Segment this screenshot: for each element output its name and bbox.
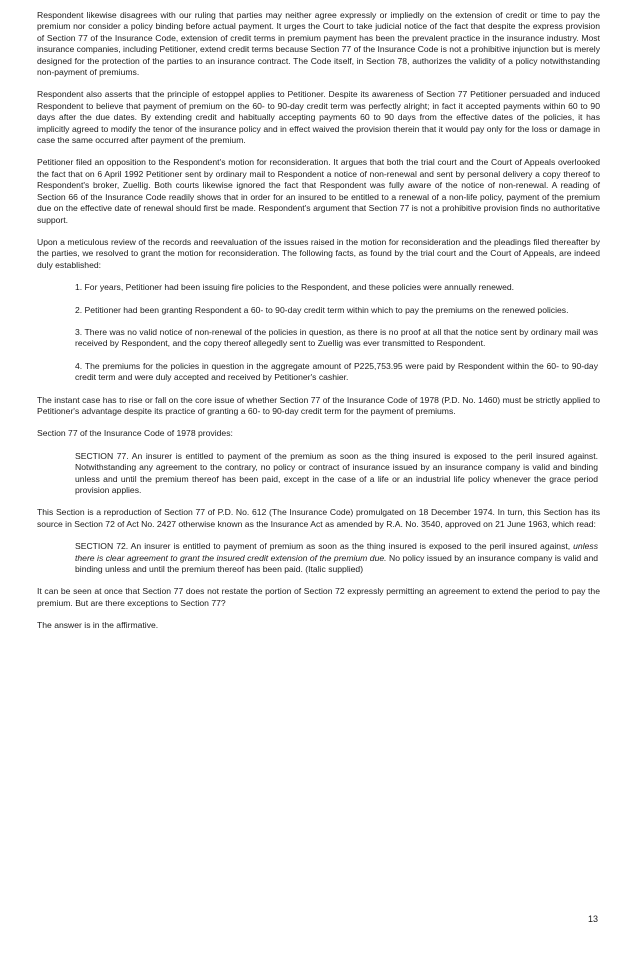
page-number: 13 bbox=[587, 914, 598, 924]
fact-item-3: 3. There was no valid notice of non-renewal of the policies in question, as there is no proof at all that the notice sent by ordinary mail was received by Respondent, and the copy thereof allegedly sent to Zuellig was ever transmitted to Respondent. bbox=[75, 326, 598, 349]
quote-section-77: SECTION 77. An insurer is entitled to payment of the premium as soon as the thing insured is exposed to the peril insured against. Notwithstanding any agreement to the contrary, no policy or contract of insurance issued by an insurance company is valid and binding unless and until the premium thereof has been paid, except in the case of a life or an industrial life policy whenever the grace period provision applies. bbox=[75, 450, 598, 495]
paragraph-section77-intro: Section 77 of the Insurance Code of 1978 provides: bbox=[37, 428, 233, 439]
paragraph-seen-at-once: It can be seen at once that Section 77 does not restate the portion of Section 72 expressly permitting an agreement to extend the period to pay the premium. But are there exceptions to Section 77? bbox=[37, 586, 600, 608]
quote-section-72-before: SECTION 72. An insurer is entitled to payment of premium as soon as the thing insured is exposed to the peril insured against, bbox=[75, 541, 574, 552]
paragraph-respondent-disagrees: Respondent likewise disagrees with our ruling that parties may neither agree expressly or impliedly on the extension of credit or time to pay the premium nor consider a policy binding before actual payment. It urges the Court to take judicial notice of the fact that despite the express provision of Section 77 of the Insurance Code, extension of credit terms in premium payment has been the prevalent practice in the insurance industry. Most insurance companies, including Petitioner, extend credit terms because Section 77 of the Insurance Code is not a prohibitive injunction but is merely designed for the protection of the parties to an insurance contract. The Code itself, in Section 78, authorizes the validity of a policy notwithstanding non-payment of premiums. bbox=[37, 10, 600, 78]
paragraph-instant-case: The instant case has to rise or fall on the core issue of whether Section 77 of the Insurance Code of 1978 (P.D. No. 1460) must be strictly applied to Petitioner's advantage despite its practice of granting a 60- to 90-day credit term for the payment of premiums. bbox=[37, 394, 600, 416]
quote-section-72 bbox=[75, 541, 598, 575]
fact-item-4: 4. The premiums for the policies in question in the aggregate amount of P225,753.95 were paid by Respondent within the 60- to 90-day credit term and were duly accepted and received by Petitioner's cashier. bbox=[75, 360, 598, 383]
document-page bbox=[37, 10, 600, 643]
quote-section-72-after: No policy issued by an insurance company is valid and binding unless and until the premium thereof has been paid. (Italic supplied) bbox=[75, 552, 599, 575]
paragraph-meticulous-review: Upon a meticulous review of the records and reevaluation of the issues raised in the motion for reconsideration and the pleadings filed thereafter by the parties, we resolved to grant the motion for reconsideration. The following facts, as found by the trial court and the Court of Appeals, are indeed duly established: bbox=[37, 236, 600, 270]
quote-section-72-italic: unless there is clear agreement to grant the insured credit extension of the premium due. bbox=[75, 541, 598, 563]
paragraph-petitioner-opposition: Petitioner filed an opposition to the Respondent's motion for reconsideration. It argues that both the trial court and the Court of Appeals overlooked the fact that on 6 April 1992 Petitioner sent by ordinary mail to Respondent a notice of non-renewal and sent by personal delivery a copy thereof to Respondent's broker, Zuellig. Both courts likewise ignored the fact that Respondent was fully aware of the notice of non-renewal. A reading of Section 66 of the Insurance Code readily shows that in order for an insured to be entitled to a renewal of a non-life policy, payment of the premium due on the effective date of renewal should first be made. Respondent's argument that Section 77 is not a prohibitive provision finds no authoritative support. bbox=[37, 157, 600, 225]
paragraph-reproduction: This Section is a reproduction of Section 77 of P.D. No. 612 (The Insurance Code) promulgated on 18 December 1974. In turn, this Section has its source in Section 72 of Act No. 2427 otherwise known as the Insurance Act as amended by R.A. No. 3540, approved on 21 June 1963, which read: bbox=[37, 507, 600, 529]
paragraph-estoppel: Respondent also asserts that the principle of estoppel applies to Petitioner. Despite its awareness of Section 77 Petitioner persuaded and induced Respondent to believe that payment of premium on the 60- to 90-day credit term was perfectly alright; in fact it accepted payments within 60 to 90 days after the due dates. By extending credit and habitually accepting payments 60 to 90 days from the effective dates of the policies, it has implicitly agreed to modify the tenor of the insurance policy and in effect waived the provision therein that it would pay only for the loss or damage in case the same occurred after payment of the premium. bbox=[37, 89, 600, 146]
paragraph-answer: The answer is in the affirmative. bbox=[37, 620, 159, 631]
fact-item-2: 2. Petitioner had been granting Respondent a 60- to 90-day credit term within which to pay the premiums on the renewed policies. bbox=[75, 304, 569, 315]
fact-item-1: 1. For years, Petitioner had been issuing fire policies to the Respondent, and these policies were annually renewed. bbox=[75, 282, 515, 293]
